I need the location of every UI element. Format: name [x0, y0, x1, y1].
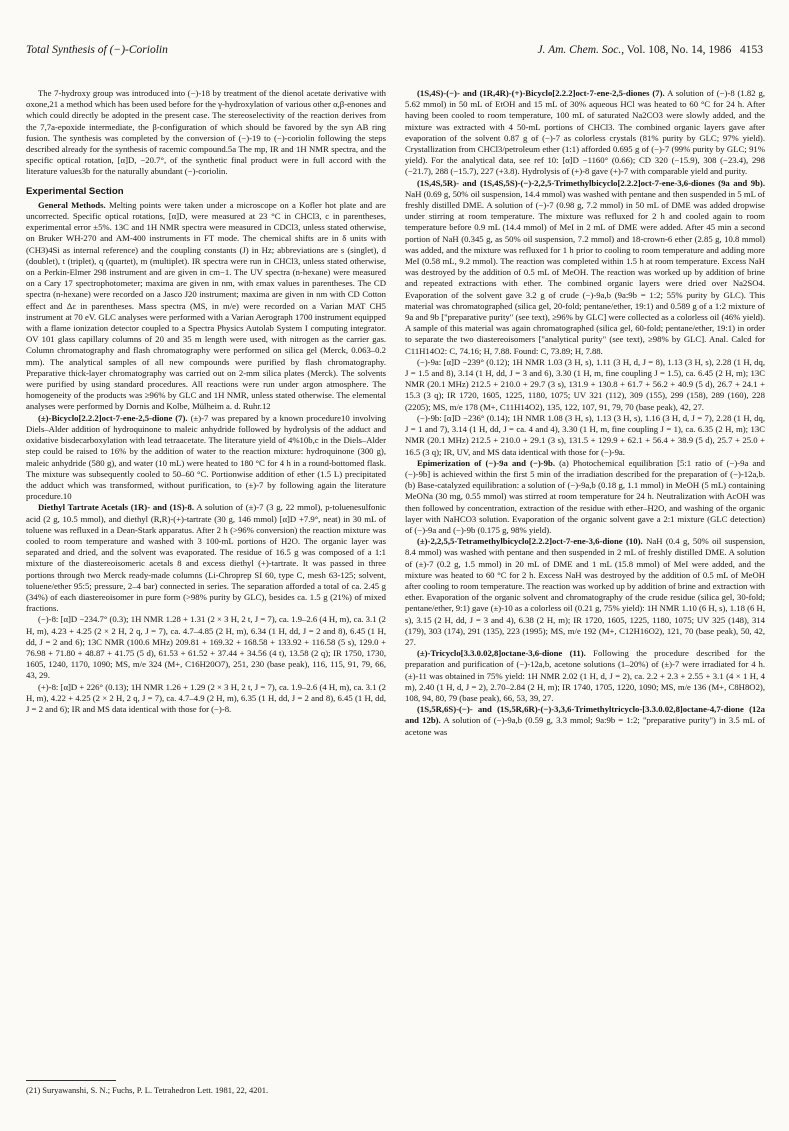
diones-7-paragraph — [405, 88, 765, 178]
running-title: Total Synthesis of (−)-Coriolin — [26, 44, 168, 56]
epimerization-paragraph — [405, 458, 765, 536]
footnote-divider — [26, 1080, 116, 1081]
epimerization-text: (a) Photochemical equilibration [5:1 ratio of (−)-9a and (−)-9b] is achieved within the first 5 min of the irradiation described for the preparation of (−)-12a,b. (b) Base-catalyzed equilibration: a solution of (−)-9a,b (0.18 g, 1.1 mmol) in MeOH (5 mL) containing MeONa (30 mg, 0.55 mmol) was stirred at room temperature for 24 h. Neutralization with AcOH was then followed by concentration, extraction of the residue with ether–H2O, and washing of the organic layer with NaHCO3 solution. Evaporation of the organic solvent gave a 2:1 mixture (GLC detection) of (−)-9a and (−)-9b (0.175 g, 98% yield). — [405, 457, 765, 535]
tartrate-paragraph — [26, 502, 386, 614]
tricyclo-text: Following the procedure described for the preparation and purification of (−)-12a,b, acetone solutions (1–20%) of (±)-7 were irradiated for 4 h. (±)-11 was obtained in 75% yield: 1H NMR 2.02 (1 H, d, J = 2), ca. 2.2 + 2.3 + 2.55 + 3.1 (4 × 1 H, 4 m), 2.40 (1 H, d, J = 2), 2.70–2.84 (2 H, m); IR 1740, 1705, 1220, 1090; MS, m/e 136 (M+, C8H8O2), 108, 94, 80, 79 (base peak), 66, 53, 39, 27. — [405, 648, 765, 703]
trimethyltricyclo-heading: (1S,5R,6S)-(−)- and (1S,5R,6R)-(−)-3,3,6-Trimethyltricyclo-[3.3.0.02,8]octane-4,7-dione (12a and 12b). — [405, 704, 765, 726]
bicyclo-paragraph — [26, 413, 386, 503]
volume-issue: , Vol. 108, No. 14, 1986 — [621, 44, 732, 56]
page-number: 4153 — [740, 44, 763, 56]
diones-7-text: A solution of (−)-8 (1.82 g, 5.62 mmol) in 50 mL of EtOH and 15 mL of 30% aqueous HCl was heated to 60 °C for 24 h. After having been cooled to room temperature, 100 mL of saturated Na2CO3 were slowly added, and the mixture was extracted with 4 50-mL portions of CHCl3. The combined organic layers gave after evaporation of the solvent 0.87 g of (−)-7 as colorless crystals (81% purity by GLC; 97% yield). Crystallization from CHCl3/petroleum ether (1:1) afforded 0.695 g of (−)-7 (99% purity by GLC; 91% yield). For the analytical data, see ref 10: [α]D −1160° (0.66); CD 320 (−15.9), 308 (−23.4), 298 (−21.7), 288 (−15.7), 227 (+3.8). Hydrolysis of (+)-8 gave (+)-7 with comparable yield and purity. — [405, 88, 765, 177]
tricyclo-heading: (±)-Tricyclo[3.3.0.02,8]octane-3,6-dione (11). — [417, 648, 586, 659]
diones-9-paragraph — [405, 178, 765, 357]
tetramethyl-heading: (±)-2,2,5,5-Tetramethylbicyclo[2.2.2]oct-7-ene-3,6-dione (10). — [417, 536, 643, 547]
footnote-reference: (21) Suryawanshi, S. N.; Fuchs, P. L. Tetrahedron Lett. 1981, 22, 4201. — [26, 1085, 269, 1095]
tartrate-text: A solution of (±)-7 (3 g, 22 mmol), p-toluenesulfonic acid (2 g, 10.5 mmol), and diethyl (R,R)-(+)-tartrate (30 g, 146 mmol) [α]D +7.9°, neat) in 30 mL of toluene was refluxed in a Dean-Stark apparatus. After 2 h (>96% conversion) the reaction mixture was cooled to room temperature and washed with 3 100-mL portions of H2O. The organic layer was separated and dried, and the solvent was evaporated. The residue of 16.5 g was composed of a 1:1 mixture of the diastereoisomeric acetals 8 and excess diethyl (+)-tartrate. It was passed in three portions through two Merck ready-made columns (Li-Chroprep SI 60, type C, mesh 63-125; solvent, toluene/ether 95:5; pressure, 2–4 bar) connected in series. The separation afforded a total of ca. 2.45 g (34%) of each diastereoisomer in pure form (>98% purity by GLC), besides ca. 1.5 g (21%) of mixed fractions. — [26, 502, 386, 614]
left-column — [26, 88, 386, 1108]
tartrate-heading: Diethyl Tartrate Acetals (1R)- and (1S)-8. — [38, 502, 195, 513]
tetramethyl-paragraph — [405, 536, 765, 648]
diones-9-text: NaH (0.69 g, 50% oil suspension, 14.4 mmol) was washed with pentane and then suspended in 5 mL of freshly distilled DME. A solution of (−)-7 (0.98 g, 7.2 mmol) in 50 mL of DME was added dropwise under stirring at room temperature. The mixture was refluxed for 2 h and cooled again to room temperature before 0.9 mL (14.4 mmol) of MeI in 2 mL of DME were added. After 45 min a second portion of NaH (0.345 g, as 50% oil suspension, 7.2 mmol) and 18-crown-6 ether (2.85 g, 10.8 mmol) was added, and the mixture was refluxed for 1 h prior to cooling to room temperature and adding more MeI (0.58 mL, 9.2 mmol). The reaction was completed within 1.5 h at room temperature. Excess NaH was destroyed by the addition of 0.5 mL of MeOH. The reaction was worked up by addition of brine and repeated extractions with ether. The combined organic layers were dried over Na2SO4. Evaporation of the solvent gave 3.2 g of crude (−)-9a,b (9a:9b = 1:2; 55% purity by GLC). This material was chromatographed (silica gel, 20-fold; pentane/ether, 19:1) and 0.589 g of a 1:2 mixture of 9a and 9b ["preparative purity" (see text), ≥96% by GLC] were collected as a colorless oil (46% yield). A sample of this material was again chromatographed (silica gel, 60-fold; pentane/ether, 19:1) in order to separate the two diastereoisomers ["analytical purity" (see text), ≥98% by GLC]. Anal. Calcd for C11H14O2: C, 74.16; H, 7.88. Found: C, 73.89; H, 7.88. — [405, 188, 765, 356]
journal-citation — [537, 44, 763, 56]
tetramethyl-text: NaH (0.4 g, 50% oil suspension, 8.4 mmol) was washed with pentane and then suspended in 2 mL of freshly distilled DME. A solution of (±)-7 (0.2 g, 1.5 mmol) in 20 mL of DME and 1 mL (15.8 mmol) of MeI were added, and the mixture was heated to 60 °C for 2 h. Excess NaH was destroyed by the addition of 0.5 mL of MeOH after cooling to room temperature. The reaction was worked up by addition of brine and extraction with ether. Evaporation of the organic solvent and chromatography of the crude residue (silica gel, 30-fold; pentane/ether, 9:1) gave (±)-10 as a colorless oil (0.21 g, 75% yield): 1H NMR 1.10 (6 H, s), 1.18 (6 H, s), 3.15 (2 H, dd, J = 3 and 4), 6.38 (2 H, m); IR 1720, 1605, 1225, 1180, 1075; UV 325 (148), 314 (179), 303 (174), 291 (135), 223 (1995); MS, m/e 192 (M+, C12H16O2), 121, 70 (base peak), 50, 42, 27. — [405, 536, 765, 647]
trimethyltricyclo-paragraph — [405, 704, 765, 738]
plus8-paragraph: (+)-8: [α]D + 226° (0.13); 1H NMR 1.26 + 1.29 (2 × 3 H, 2 t, J = 7), ca. 1.9–2.6 (4 H, m), ca. 3.1 (2 H, m), 4.22 + 4.25 (2 × 2 H, 2 q, J = 7), ca. 4.7–4.9 (2 H, m), 6.35 (1 H, dd, J = 2 and 8), 6.45 (1 H, dd, J = 2 and 6); IR and MS data identical with those for (−)-8. — [26, 681, 386, 714]
journal-name: J. Am. Chem. Soc. — [537, 44, 622, 56]
general-methods-heading: General Methods. — [38, 199, 106, 210]
diones-7-heading: (1S,4S)-(−)- and (1R,4R)-(+)-Bicyclo[2.2.2]oct-7-ene-2,5-diones (7). — [417, 88, 665, 98]
trimethyltricyclo-text: A solution of (−)-9a,b (0.59 g, 3.3 mmol; 9a:9b = 1:2; "preparative purity") in 3.5 mL of acetone was — [405, 715, 765, 737]
right-column — [405, 88, 765, 1118]
experimental-section-title: Experimental Section — [26, 185, 124, 197]
bicyclo-text: (±)-7 was prepared by a known procedure10 involving Diels–Alder addition of hydroquinone to maleic anhydride followed by hydrolysis of the adduct and oxidative bisdecarboxylation with lead tetraacetate. The literature yield of 4%10b,c in the Diels–Alder step could be raised to 16% by the addition of water to the reaction mixture: hydroquinone (300 g), maleic anhydride (580 g), and water (10 mL) were heated to 180 °C for 4 h in a round-bottomed flask. The mixture was subsequently cooled to 50–60 °C. Portionwise addition of ether (1.5 L) precipitated the adduct which was transformed, without purification, to (±)-7 by following again the literature procedure.10 — [26, 412, 386, 502]
minus8-paragraph: (−)-8: [α]D −234.7° (0.3); 1H NMR 1.28 + 1.31 (2 × 3 H, 2 t, J = 7), ca. 1.9–2.6 (4 H, m), ca. 3.1 (2 H, m), 4.23 + 4.25 (2 × 2 H, 2 q, J = 7), ca. 4.7–4.85 (2 H, m), 6.34 (1 H, dd, J = 2 and 8), 6.45 (1 H, dd, J = 2 and 6); 13C NMR (100.6 MHz) 209.81 + 169.32 + 168.58 + 133.92 + 116.58 (5 s), 129.0 + 76.98 + 71.80 + 48.87 + 41.75 (5 d), 61.53 + 61.52 + 37.44 + 34.56 (4 t), 13.58 (2 q); IR 1750, 1730, 1605, 1240, 1170, 1090; MS, m/e 324 (M+, C16H20O7), 251, 230 (base peak), 116, 115, 91, 79, 66, 43, 29. — [26, 614, 386, 681]
compound-9a-paragraph: (−)-9a: [α]D −239° (0.12); 1H NMR 1.03 (3 H, s), 1.11 (3 H, d, J = 8), 1.13 (3 H, s), 2.28 (1 H, dq, J = 1.5 and 8), 3.14 (1 H, dd, J = 3 and 6), 3.30 (1 H, m, fine coupling J = 1.5), ca. 6.45 (2 H, m); 13C NMR (20.1 MHz) 212.5 + 210.0 + 29.7 (3 s), 131.9 + 130.8 + 61.7 + 56.2 + 40.9 (5 d), 26.7 + 24.1 + 15.3 (3 q); IR 1720, 1605, 1225, 1180, 1075; UV 321 (112), 309 (155), 299 (158), 289 (160), 228 (2205); MS, m/e 178 (M+, C11H14O2), 135, 122, 107, 91, 79, 70 (base peak), 42, 27. — [405, 356, 765, 412]
bicyclo-heading: (±)-Bicyclo[2.2.2]oct-7-ene-2,5-dione (7). — [38, 412, 188, 423]
diones-9-heading: (1S,4S,5R)- and (1S,4S,5S)-(−)-2,2,5-Trimethylbicyclo[2.2.2]oct-7-ene-3,6-diones (9a and 9b). — [417, 177, 765, 188]
running-header — [26, 44, 763, 62]
general-methods-paragraph — [26, 200, 386, 413]
tricyclo-paragraph — [405, 648, 765, 704]
intro-paragraph: The 7-hydroxy group was introduced into (−)-18 by treatment of the dienol acetate derivative with oxone,21 a method which has been used before for the γ-hydroxylation of various other α,β-enones and which could directly be adopted in the present case. The stereoselectivity of the reaction derives from the 7,7a-epoxide intermediate, the β-configuration of which should be favored by the syn AB ring fusion. The synthesis was completed by the conversion of (−)-19 to (−)-coriolin following the steps described already for the synthesis of racemic compound.5a The mp, IR and 1H NMR spectra, and the specific optical rotation, [α]D, −20.7°, of the synthetic final product were in full accord with the literature values3b for the naturally abundant (−)-coriolin. — [26, 88, 386, 177]
epimerization-heading: Epimerization of (−)-9a and (−)-9b. — [417, 457, 556, 468]
general-methods-text: Melting points were taken under a microscope on a Kofler hot plate and are uncorrected. Specific optical rotations, [α]D, were measured at 23 °C in CHCl3, c in parentheses, experimental error ±5%. 13C and 1H NMR spectra were measured in CDCl3, unless stated otherwise, on Bruker WH-270 and AM-400 instruments in FT mode. The chemical shifts are in δ units with (CH3)4Si as internal reference) and the coupling constants (J) in Hz; abbreviations are s (singlet), d (doublet), t (triplet), q (quartet), m (multiplet). IR spectra were run in CHCl3, unless stated otherwise, on a Perkin-Elmer 298 instrument and are given in cm−1. The UV spectra (n-hexane) were measured on a Cary 17 spectrophotometer; maxima are given in nm, with εmax values in parentheses. The CD spectra (n-hexane) were recorded on a Jasco J20 instrument; maxima are given in nm with CD Cotton effect and Δε in parentheses. Mass spectra (MS, in m/e) were recorded on a Varian MAT CH5 instrument at 70 eV. GLC analyses were performed with a Varian Aerograph 1700 instrument equipped with a flame ionization detector coupled to a Spectra Physics Autolab System I computing integrator. OV 101 glass capillary columns of 20 and 35 m length were used, with nitrogen as the carrier gas. Column chromatography and flash chromatography were performed on silica gel (Merck, 0.063–0.2 mm). The analytical samples of all new compounds were purified by flash chromatography. Preparative thick-layer chromatography was carried out on 2-mm silica plates (Merck). The solvents were purified by using standard procedures. All reactions were run under argon atmosphere. The homogeneity of the products was ≥96% by GLC and 1H NMR, unless stated otherwise. The elemental analyses were performed by Dornis and Kolbe, Mülheim a. d. Ruhr.12 — [26, 199, 386, 412]
compound-9b-paragraph: (−)-9b: [α]D −236° (0.14); 1H NMR 1.08 (3 H, s), 1.13 (3 H, s), 1.16 (3 H, d, J = 7), 2.28 (1 H, dq, J = 1 and 7), 3.14 (1 H, dd, J = ca. 4 and 4), 3.30 (1 H, m, fine coupling J = 1), ca. 6.35 (2 H, m); 13C NMR (20.1 MHz) 212.5 + 210.0 + 29.1 (3 s), 131.5 + 129.9 + 62.1 + 56.4 + 38.9 (5 d), 25.7 + 25.0 + 16.5 (3 q); IR, UV, and MS data identical with those for (−)-9a. — [405, 412, 765, 457]
